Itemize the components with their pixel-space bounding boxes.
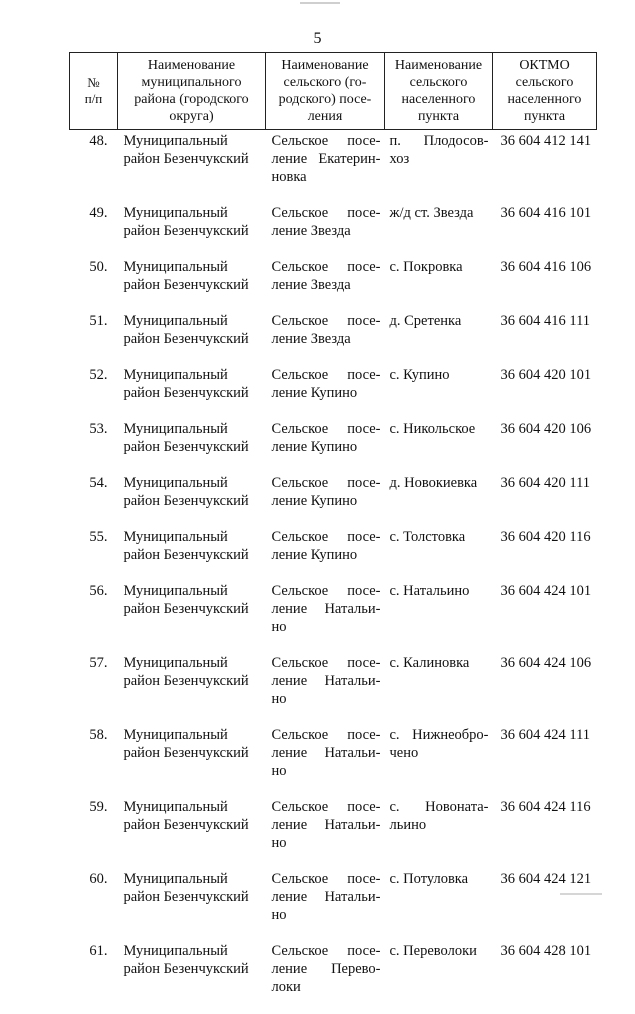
cell-line: район Безенчукский [124,744,266,762]
cell-line: Муниципальный [124,654,266,672]
row-number [70,942,118,1014]
row-number-text: 59. [89,799,107,815]
row-number-text: 48. [89,133,107,149]
cell-line: Муниципальный [124,132,266,150]
cell-line: ление Купино [272,438,381,456]
cell-line: ление Натальи- [272,744,381,762]
district-cell [118,798,266,870]
cell-line: Сельское посе- [272,474,381,492]
cell-line: Сельское посе- [272,312,381,330]
cell-line: район Безенчукский [124,960,266,978]
cell-line: ление Натальи- [272,600,381,618]
oktmo-cell [493,726,597,798]
district-cell [118,942,266,1014]
cell-line: чено [390,744,489,762]
cell-line: район Безенчукский [124,492,266,510]
cell-line: Сельское посе- [272,942,381,960]
header-settlement [266,53,385,130]
oktmo-code: 36 604 424 101 [501,583,592,599]
locality-cell [385,798,493,870]
settlement-cell [266,312,385,366]
table-header [70,53,597,130]
header-line: ОКТМО [496,57,593,74]
cell-line: с. Натальино [390,582,489,600]
cell-line: Сельское посе- [272,582,381,600]
table-row [70,204,597,258]
district-cell [118,582,266,654]
cell-line: ж/д ст. Звезда [390,204,489,222]
district-cell [118,726,266,798]
oktmo-code: 36 604 428 101 [501,943,592,959]
oktmo-cell [493,312,597,366]
oktmo-cell [493,366,597,420]
table-row [70,942,597,1014]
locality-cell [385,366,493,420]
cell-line: но [272,618,381,636]
cell-line: новка [272,168,381,186]
oktmo-cell [493,528,597,582]
locality-cell [385,870,493,942]
cell-line: ление Купино [272,384,381,402]
cell-line: ление Екатерин- [272,150,381,168]
row-number [70,130,118,205]
locality-cell [385,654,493,726]
oktmo-code: 36 604 412 141 [501,133,592,149]
settlement-cell [266,582,385,654]
district-cell [118,312,266,366]
locality-cell [385,474,493,528]
row-number-text: 58. [89,727,107,743]
cell-line: Муниципальный [124,726,266,744]
district-cell [118,528,266,582]
district-cell [118,204,266,258]
oktmo-code: 36 604 420 106 [501,421,592,437]
oktmo-code: 36 604 420 101 [501,367,592,383]
table-row [70,726,597,798]
row-number [70,582,118,654]
oktmo-code: 36 604 416 111 [501,313,591,329]
header-num [70,53,118,130]
header-line: округа) [121,108,262,125]
header-line: № [73,75,114,91]
cell-line: ление Звезда [272,330,381,348]
cell-line: д. Новокиевка [390,474,489,492]
oktmo-code: 36 604 424 116 [501,799,591,815]
table-row [70,258,597,312]
cell-line: с. Купино [390,366,489,384]
cell-line: Муниципальный [124,258,266,276]
header-line: сельского [496,74,593,91]
cell-line: ление Звезда [272,276,381,294]
district-cell [118,258,266,312]
row-number-text: 53. [89,421,107,437]
header-row [70,53,597,130]
settlement-cell [266,654,385,726]
oktmo-code: 36 604 424 106 [501,655,592,671]
cell-line: район Безенчукский [124,276,266,294]
row-number [70,798,118,870]
cell-line: Сельское посе- [272,258,381,276]
cell-line: но [272,762,381,780]
page-number: 5 [0,30,635,48]
cell-line: Муниципальный [124,204,266,222]
settlement-cell [266,366,385,420]
cell-line: ление Натальи- [272,888,381,906]
cell-line: Сельское посе- [272,870,381,888]
table-body [70,130,597,1014]
cell-line: с. Покровка [390,258,489,276]
cell-line: с. Толстовка [390,528,489,546]
oktmo-code: 36 604 424 111 [501,727,591,743]
oktmo-cell [493,474,597,528]
cell-line: Муниципальный [124,942,266,960]
header-line: муниципального [121,74,262,91]
settlement-cell [266,258,385,312]
row-number-text: 61. [89,943,107,959]
locality-cell [385,582,493,654]
row-number-text: 57. [89,655,107,671]
header-line: Наименование [388,57,489,74]
cell-line: Сельское посе- [272,420,381,438]
cell-line: район Безенчукский [124,600,266,618]
scan-artifact-top [300,2,340,4]
district-cell [118,366,266,420]
cell-line: район Безенчукский [124,816,266,834]
cell-line: льино [390,816,489,834]
scan-artifact-bottom [560,893,602,895]
cell-line: с. Новоната- [390,798,489,816]
cell-line: но [272,834,381,852]
cell-line: район Безенчукский [124,438,266,456]
cell-line: Муниципальный [124,420,266,438]
row-number [70,528,118,582]
header-line: Наименование [269,57,381,74]
cell-line: локи [272,978,381,996]
oktmo-code: 36 604 416 101 [501,205,592,221]
locality-cell [385,258,493,312]
cell-line: район Безенчукский [124,384,266,402]
locality-cell [385,130,493,205]
oktmo-code: 36 604 420 111 [501,475,591,491]
row-number [70,474,118,528]
district-cell [118,654,266,726]
header-line: ления [269,108,381,125]
locality-cell [385,528,493,582]
header-line: сельского (го- [269,74,381,91]
locality-cell [385,312,493,366]
table-row [70,582,597,654]
settlement-cell [266,204,385,258]
oktmo-code: 36 604 424 121 [501,871,592,887]
table-row [70,528,597,582]
header-line: пункта [496,108,593,125]
cell-line: район Безенчукский [124,546,266,564]
settlement-cell [266,870,385,942]
cell-line: район Безенчукский [124,150,266,168]
cell-line: Муниципальный [124,366,266,384]
header-line: п/п [73,91,114,107]
locality-cell [385,942,493,1014]
row-number-text: 50. [89,259,107,275]
cell-line: с. Калиновка [390,654,489,672]
cell-line: но [272,906,381,924]
row-number-text: 60. [89,871,107,887]
oktmo-cell [493,204,597,258]
oktmo-cell [493,798,597,870]
settlement-cell [266,528,385,582]
cell-line: но [272,690,381,708]
cell-line: район Безенчукский [124,672,266,690]
header-locality [385,53,493,130]
cell-line: Сельское посе- [272,798,381,816]
oktmo-cell [493,420,597,474]
settlement-cell [266,942,385,1014]
header-district [118,53,266,130]
cell-line: Муниципальный [124,312,266,330]
header-line: населенного [388,91,489,108]
header-line: родского) посе- [269,91,381,108]
settlement-cell [266,798,385,870]
cell-line: ление Натальи- [272,816,381,834]
header-oktmo [493,53,597,130]
row-number-text: 49. [89,205,107,221]
table-row [70,312,597,366]
row-number-text: 56. [89,583,107,599]
district-cell [118,130,266,205]
district-cell [118,870,266,942]
row-number [70,420,118,474]
cell-line: Муниципальный [124,870,266,888]
row-number-text: 54. [89,475,107,491]
settlement-cell [266,130,385,205]
cell-line: район Безенчукский [124,222,266,240]
settlement-cell [266,474,385,528]
cell-line: Сельское посе- [272,132,381,150]
settlements-table [69,52,597,1014]
cell-line: хоз [390,150,489,168]
table-row [70,870,597,942]
cell-line: ление Купино [272,546,381,564]
cell-line: с. Нижнеобро- [390,726,489,744]
cell-line: Сельское посе- [272,654,381,672]
cell-line: Сельское посе- [272,366,381,384]
header-line: сельского [388,74,489,91]
row-number [70,366,118,420]
oktmo-cell [493,130,597,205]
cell-line: Муниципальный [124,528,266,546]
district-cell [118,474,266,528]
cell-line: с. Никольское [390,420,489,438]
district-cell [118,420,266,474]
oktmo-code: 36 604 420 116 [501,529,591,545]
header-line: пункта [388,108,489,125]
cell-line: с. Переволоки [390,942,489,960]
table-row [70,654,597,726]
row-number [70,204,118,258]
header-line: Наименование [121,57,262,74]
cell-line: Муниципальный [124,474,266,492]
cell-line: п. Плодосов- [390,132,489,150]
cell-line: Сельское посе- [272,726,381,744]
row-number-text: 52. [89,367,107,383]
row-number-text: 55. [89,529,107,545]
cell-line: ление Купино [272,492,381,510]
header-line: населенного [496,91,593,108]
row-number [70,258,118,312]
row-number [70,726,118,798]
locality-cell [385,204,493,258]
row-number [70,654,118,726]
settlement-cell [266,726,385,798]
oktmo-code: 36 604 416 106 [501,259,592,275]
oktmo-cell [493,942,597,1014]
cell-line: район Безенчукский [124,888,266,906]
oktmo-cell [493,654,597,726]
oktmo-cell [493,582,597,654]
cell-line: Муниципальный [124,582,266,600]
cell-line: с. Потуловка [390,870,489,888]
header-line: района (городского [121,91,262,108]
locality-cell [385,420,493,474]
cell-line: ление Звезда [272,222,381,240]
cell-line: д. Сретенка [390,312,489,330]
cell-line: Сельское посе- [272,528,381,546]
cell-line: Муниципальный [124,798,266,816]
oktmo-cell [493,870,597,942]
cell-line: ление Натальи- [272,672,381,690]
cell-line: район Безенчукский [124,330,266,348]
row-number-text: 51. [89,313,107,329]
table-row [70,420,597,474]
table-row [70,474,597,528]
settlement-cell [266,420,385,474]
cell-line: ление Перево- [272,960,381,978]
locality-cell [385,726,493,798]
oktmo-cell [493,258,597,312]
table-row [70,130,597,205]
table-row [70,798,597,870]
row-number [70,870,118,942]
row-number [70,312,118,366]
table-row [70,366,597,420]
cell-line: Сельское посе- [272,204,381,222]
